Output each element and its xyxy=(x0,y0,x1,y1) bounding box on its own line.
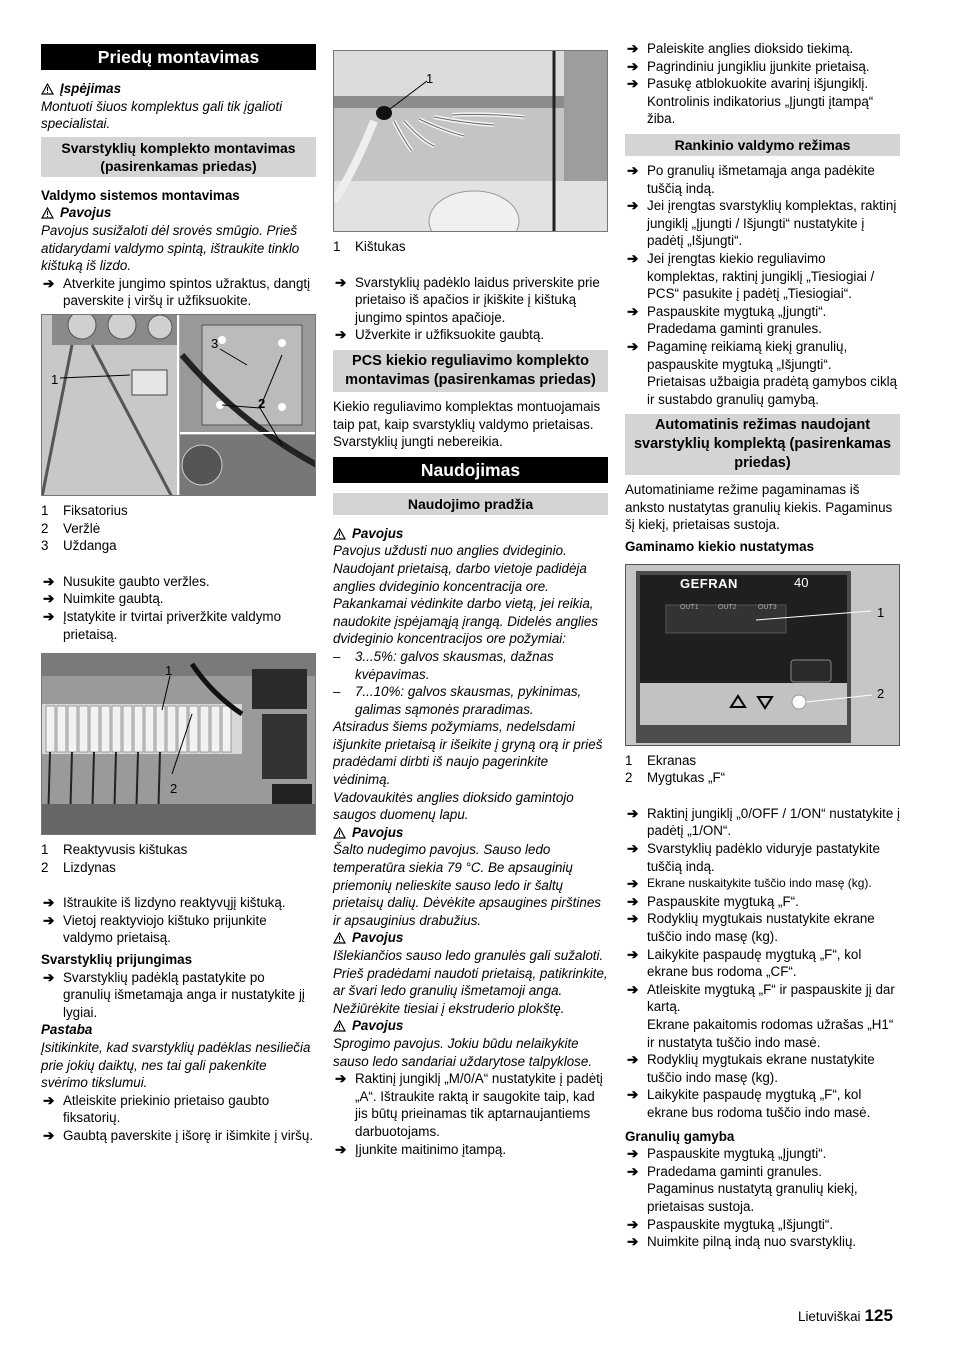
arrow-icon: ➔ xyxy=(627,250,639,266)
arrow-icon: ➔ xyxy=(627,198,639,214)
arrow-icon: ➔ xyxy=(627,338,639,354)
danger-heading xyxy=(333,824,608,842)
arrow-icon: ➔ xyxy=(627,1146,639,1162)
danger-label: Pavojus xyxy=(352,930,404,946)
out-label: OUT2 xyxy=(718,603,737,611)
warning-triangle-icon xyxy=(333,1020,346,1032)
step-item: ➔ Paspauskite mygtuką „F“. xyxy=(627,893,799,909)
subheading-granule-production: Granulių gamyba xyxy=(625,1128,735,1144)
arrow-icon: ➔ xyxy=(43,275,55,291)
subheading-control-system: Valdymo sistemos montavimas xyxy=(41,187,240,203)
step-item: ➔ Raktinį jungiklį „M/0/A“ nustatykite į padėtį „A“. Ištraukite raktą ir saugokite taip, kad jis būtų prieinamas tik aptarnaujantiems darbuotojams. xyxy=(335,1071,603,1139)
step-item: ➔ Ekrane nuskaitykite tuščio indo masę (kg). xyxy=(627,876,872,892)
caption-row: 1 Kištukas xyxy=(333,239,406,254)
subsection-start-usage: Naudojimo pradžia xyxy=(333,493,608,515)
step-item: ➔ Įstatykite ir tvirtai priveržkite valdymo prietaisą. xyxy=(43,608,282,642)
step-item: ➔ Paspauskite mygtuką „Įjungti“. xyxy=(627,1146,827,1162)
subsection-scale-kit: Svarstyklių komplekto montavimas (pasirenkamas priedas) xyxy=(41,137,316,177)
step-item: ➔ Svarstyklių padėklą pastatykite po granulių išmetamąja anga ir nustatykite jį lygiai. xyxy=(43,969,305,1020)
dash-item: – 3...5%: galvos skausmas, dažnas kvėpavimas. xyxy=(333,648,554,682)
arrow-icon: ➔ xyxy=(627,841,639,857)
step-item: ➔ Gaubtą paverskite į išorę ir išimkite į viršų. xyxy=(43,1128,314,1143)
step-item: ➔ Rodyklių mygtukais nustatykite ekrane tuščio indo masę (kg). xyxy=(627,911,875,944)
note-text: Įsitikinkite, kad svarstyklių padėklas nesiliečia prie jokių daiktų, nes tai gali pakenkite svėrimo tikslumui. xyxy=(41,1040,311,1091)
step-item: ➔ Pradedama gaminti granules. xyxy=(627,1163,822,1179)
danger-text: Šalto nudegimo pavojus. Sauso ledo temperatūra siekia 79 °C. Be apsauginių priemonių nelieskite sauso ledo ir šaltų prietaisų dalių. Dėvėkite apsaugines pirštines ir apsauginius drabužius. xyxy=(333,842,601,928)
danger-heading xyxy=(333,1017,608,1035)
note-label: Pastaba xyxy=(41,1022,93,1038)
indent-text: Prietaisas užbaigia pradėtą gamybos ciklą ir sustabdo granulių gamybą. xyxy=(647,374,898,407)
footer-language: Lietuviškai xyxy=(798,1309,861,1324)
arrow-icon: ➔ xyxy=(627,1087,639,1103)
step-item: ➔ Rodyklių mygtukais ekrane nustatykite tuščio indo masę (kg). xyxy=(627,1052,875,1085)
arrow-icon: ➔ xyxy=(627,911,639,927)
paragraph: Kiekio reguliavimo komplektas montuojamais taip pat, kaip svarstyklių valdymo prietaisas. xyxy=(333,398,601,432)
arrow-icon: ➔ xyxy=(627,946,639,962)
subsection-manual-mode: Rankinio valdymo režimas xyxy=(625,134,900,156)
danger-heading xyxy=(41,204,316,222)
danger-text: Sprogimo pavojus. Jokiu būdu nelaikykite sauso ledo sandariai uždarytose talpyklose. xyxy=(333,1035,593,1069)
photo-callout-1: 1 xyxy=(877,604,885,620)
section-title-accessories: Priedų montavimas xyxy=(41,44,316,70)
arrow-icon: ➔ xyxy=(627,981,639,997)
gefran-model: 40 xyxy=(794,574,809,590)
arrow-icon: ➔ xyxy=(627,58,639,74)
photo-callout-1: 1 xyxy=(426,71,434,86)
caption-row: 2 Veržlė xyxy=(41,520,101,536)
caption-row: 3 Uždanga xyxy=(41,538,117,554)
arrow-icon: ➔ xyxy=(627,893,639,909)
arrow-icon: ➔ xyxy=(627,41,639,56)
indent-text: Kontrolinis indikatorius „Įjungti įtampą“ žiba. xyxy=(647,93,874,127)
danger-label: Pavojus xyxy=(60,205,112,221)
step-item: ➔ Raktinį jungiklį „0/OFF / 1/ON“ nustatykite į padėtį „1/ON“. xyxy=(627,805,901,839)
step-item: ➔ Pagaminę reikiamą kiekį granulių, paspauskite mygtuką „Išjungti“. xyxy=(627,338,848,372)
page-footer xyxy=(798,1307,893,1326)
step-item: ➔ Atverkite jungimo spintos užraktus, dangtį paverskite į viršų ir užfiksuokite. xyxy=(43,275,311,309)
caption-row: 1 Reaktyvusis kištukas xyxy=(41,842,188,858)
danger-text: Vadovaukitės anglies dioksido gamintojo saugos duomenų lapu. xyxy=(333,789,574,823)
arrow-icon: ➔ xyxy=(627,162,639,178)
arrow-icon: ➔ xyxy=(335,1141,347,1157)
dash-item: – 7...10%: galvos skausmas, pykinimas, galimas sąmonės praradimas. xyxy=(333,684,582,717)
out-label: OUT1 xyxy=(680,603,699,611)
step-item: ➔ Pasukę atblokuokite avarinį išjungiklį. xyxy=(627,76,869,92)
arrow-icon: ➔ xyxy=(627,1052,639,1068)
danger-label: Pavojus xyxy=(352,525,404,541)
step-item: ➔ Atleiskite priekinio prietaiso gaubto fiksatorių. xyxy=(43,1092,270,1126)
step-item: ➔ Laikykite paspaudę mygtuką „F“, kol ekrane bus rodoma „CF“. xyxy=(627,946,862,980)
danger-heading xyxy=(333,929,608,947)
photo-gefran-controller xyxy=(625,564,900,746)
warning-heading xyxy=(41,80,316,98)
paragraph: Automatiniame režime pagaminamas iš anksto nustatytas granulių kiekis. Pagaminus šį kiekį, prietaisas sustoja. xyxy=(625,482,893,533)
arrow-icon: ➔ xyxy=(627,303,639,319)
column-3 xyxy=(625,40,900,1251)
warning-triangle-icon xyxy=(333,528,346,540)
column-1 xyxy=(41,44,316,1145)
out-label: OUT3 xyxy=(758,603,777,611)
step-item: ➔ Paspauskite mygtuką „Įjungti“. xyxy=(627,303,827,319)
warning-triangle-icon xyxy=(333,932,346,944)
arrow-icon: ➔ xyxy=(43,912,55,928)
arrow-icon: ➔ xyxy=(627,1216,639,1232)
step-item: ➔ Paleiskite anglies dioksido tiekimą. xyxy=(627,41,854,56)
arrow-icon: ➔ xyxy=(43,1128,55,1143)
step-item: ➔ Pagrindiniu jungikliu įjunkite prietaisą. xyxy=(627,58,870,74)
danger-label: Pavojus xyxy=(352,824,404,840)
step-item: ➔ Užverkite ir užfiksuokite gaubtą. xyxy=(335,327,545,343)
photo-control-cabinet xyxy=(41,314,316,496)
subsection-auto-mode: Automatinis režimas naudojant svarstyklių komplektą (pasirenkamas priedas) xyxy=(625,414,900,475)
photo-callout-1: 1 xyxy=(165,663,173,679)
photo-callout-2: 2 xyxy=(170,781,178,797)
caption-row: 2 Lizdynas xyxy=(41,859,116,875)
arrow-icon: ➔ xyxy=(627,1234,639,1250)
arrow-icon: ➔ xyxy=(43,608,55,624)
warning-triangle-icon xyxy=(41,83,54,95)
photo-plug xyxy=(333,50,608,232)
step-item: ➔ Nuimkite gaubtą. xyxy=(43,591,164,607)
danger-text: Pavojus susižaloti dėl srovės smūgio. Prieš atidarydami valdymo spintą, ištraukite tinklo kištuką iš lizdo. xyxy=(41,222,300,274)
step-item: ➔ Nusukite gaubto veržles. xyxy=(43,573,210,589)
arrow-icon: ➔ xyxy=(335,274,347,290)
step-item: ➔ Jei įrengtas kiekio reguliavimo komplektas, raktinį jungiklį „Tiesiogiai / PCS“ pasukite į padėtį „Tiesiogiai“. xyxy=(627,250,875,302)
page-number: 125 xyxy=(864,1306,893,1325)
photo-callout-3: 3 xyxy=(211,335,219,351)
photo-callout-1: 1 xyxy=(51,371,59,387)
step-item: ➔ Laikykite paspaudę mygtuką „F“, kol ekrane bus rodoma tuščio indo masė. xyxy=(627,1087,871,1120)
danger-text: Atsiradus šiems požymiams, nedelsdami išjunkite prietaisą ir išeikite į gryną orą ir prieš pradėdami dirbti iš naujo pagerinkite vėdinimą. xyxy=(333,719,603,788)
step-item: ➔ Po granulių išmetamąja anga padėkite tuščią indą. xyxy=(627,162,875,196)
photo-terminal-block xyxy=(41,653,316,835)
column-2 xyxy=(333,50,608,1158)
subsection-pcs-kit: PCS kiekio reguliavimo komplekto montavimas (pasirenkamas priedas) xyxy=(333,350,608,392)
section-title-usage: Naudojimas xyxy=(333,457,608,483)
step-item: ➔ Vietoj reaktyviojo kištuko prijunkite valdymo prietaisą. xyxy=(43,912,267,946)
warning-triangle-icon xyxy=(41,207,54,219)
caption-row: 2 Mygtukas „F“ xyxy=(625,770,726,786)
caption-row: 1 Ekranas xyxy=(625,752,697,768)
arrow-icon: ➔ xyxy=(335,327,347,343)
indent-text: Pradedama gaminti granules. xyxy=(647,321,822,337)
step-item: ➔ Jei įrengtas svarstyklių komplektas, raktinį jungiklį „Įjungti / Išjungti“ nustatykite į padėtį „Išjungti“. xyxy=(627,198,897,249)
step-item: ➔ Nuimkite pilną indą nuo svarstyklių. xyxy=(627,1234,857,1250)
step-item: ➔ Ištraukite iš lizdyno reaktyvųjį kištuką. xyxy=(43,895,286,911)
step-item: ➔ Paspauskite mygtuką „Išjungti“. xyxy=(627,1216,834,1232)
paragraph: Svarstyklių jungti nebereikia. xyxy=(333,434,503,450)
danger-heading xyxy=(333,525,608,543)
arrow-icon: ➔ xyxy=(43,969,55,985)
subheading-scale-connection: Svarstyklių prijungimas xyxy=(41,952,193,968)
danger-label: Pavojus xyxy=(352,1018,404,1034)
warning-text: Montuoti šiuos komplektus gali tik įgalioti specialistai. xyxy=(41,98,283,132)
arrow-icon: ➔ xyxy=(43,1092,55,1108)
photo-callout-2: 2 xyxy=(258,395,266,411)
indent-text: Ekrane pakaitomis rodomas užrašas „H1“ ir nustatyta tuščio indo masė. xyxy=(647,1016,894,1050)
arrow-icon: ➔ xyxy=(627,1163,639,1179)
arrow-icon: ➔ xyxy=(43,573,55,589)
arrow-icon: ➔ xyxy=(335,1071,347,1087)
arrow-icon: ➔ xyxy=(43,895,55,911)
arrow-icon: ➔ xyxy=(627,876,639,892)
gefran-brand: GEFRAN xyxy=(680,575,738,591)
step-item: ➔ Svarstyklių padėklo laidus priverskite prie prietaiso iš apačios ir įkiškite į kištuką jungimo spintos apačioje. xyxy=(335,274,600,325)
danger-text: Išlekiančios sauso ledo granulės gali sužaloti. Prieš pradėdami naudoti prietaisą, patikrinkite, ar švari ledo granulių išmetamoji anga. Nežiūrėkite tiesiai į ekstruderio plokštę. xyxy=(333,948,608,1016)
step-item: ➔ Svarstyklių padėklo viduryje pastatykite tuščią indą. xyxy=(627,841,880,874)
step-item: ➔ Atleiskite mygtuką „F“ ir paspauskite jį dar kartą. xyxy=(627,981,895,1015)
warning-triangle-icon xyxy=(333,827,346,839)
danger-text: Pavojus uždusti nuo anglies dvideginio. Naudojant prietaisą, darbo vietoje padidėja anglies dvideginio koncentracija ore. Pakankamai vėdinkite darbo vietą, jei reikia, naudokite įspėjamąją įrangą. Didelės anglies dvideginio koncentracijos ore požymiai: xyxy=(333,543,599,647)
step-item: ➔ Įjunkite maitinimo įtampą. xyxy=(335,1141,507,1157)
subheading-quantity-setting: Gaminamo kiekio nustatymas xyxy=(625,539,815,555)
photo-callout-2: 2 xyxy=(877,685,885,701)
arrow-icon: ➔ xyxy=(627,805,639,821)
caption-row: 1 Fiksatorius xyxy=(41,502,128,518)
warning-label: Įspėjimas xyxy=(60,81,122,96)
indent-text: Pagaminus nustatytą granulių kiekį, prietaisas sustoja. xyxy=(647,1181,858,1214)
arrow-icon: ➔ xyxy=(43,591,55,607)
arrow-icon: ➔ xyxy=(627,76,639,92)
